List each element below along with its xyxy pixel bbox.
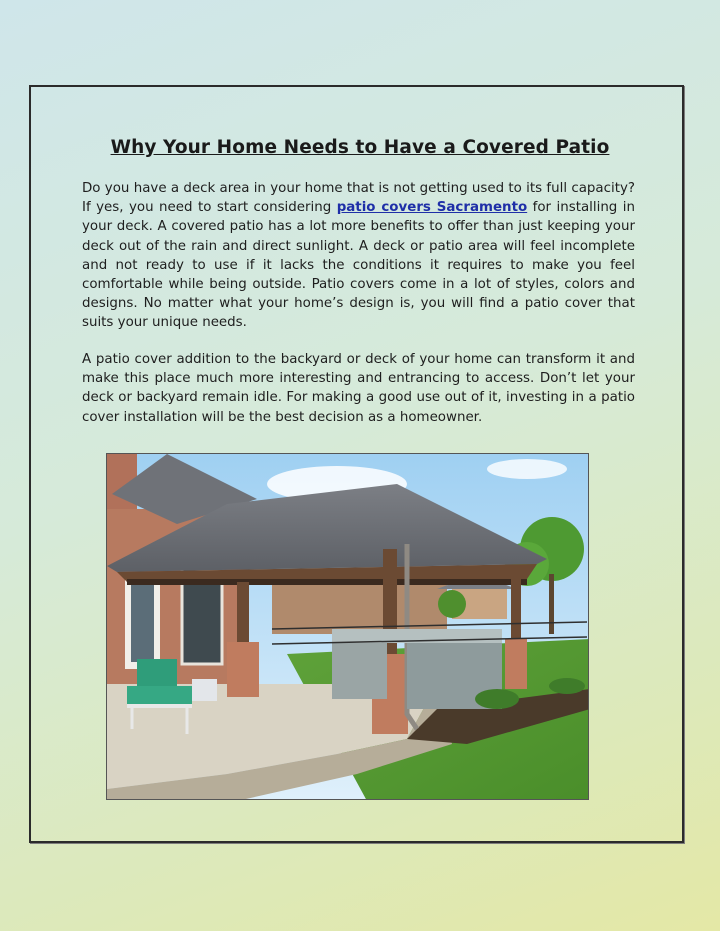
article-title: Why Your Home Needs to Have a Covered Patio xyxy=(110,137,610,158)
paragraph-intro-text-start: Do you have a deck area in your home that is not getting used to its full capacity? If yes, you need to start considering xyxy=(82,181,635,216)
paragraph-intro-text-end: for installing in your deck. A covered patio has a lot more benefits to offer than just keeping your deck out of the rain and direct sunlight. A deck or patio area will feel incomplete and not ready to use if it lacks the conditions it requires to make you feel comfortable while being outside. Patio covers come in a lot of styles, colors and designs. No matter what your home’s design is, you will find a patio cover that suits your unique needs. xyxy=(82,200,635,331)
patio-covers-link[interactable]: patio covers Sacramento xyxy=(336,200,528,216)
covered-patio-illustration xyxy=(107,454,589,800)
covered-patio-photo xyxy=(106,453,589,800)
paragraph-intro xyxy=(82,179,635,333)
paragraph-benefits: A patio cover addition to the backyard or deck of your home can transform it and make this place much more interesting and entrancing to access. Don’t let your deck or backyard remain idle. For making a good use out of it, investing in a patio cover installation will be the best decision as a homeowner. xyxy=(82,352,635,425)
